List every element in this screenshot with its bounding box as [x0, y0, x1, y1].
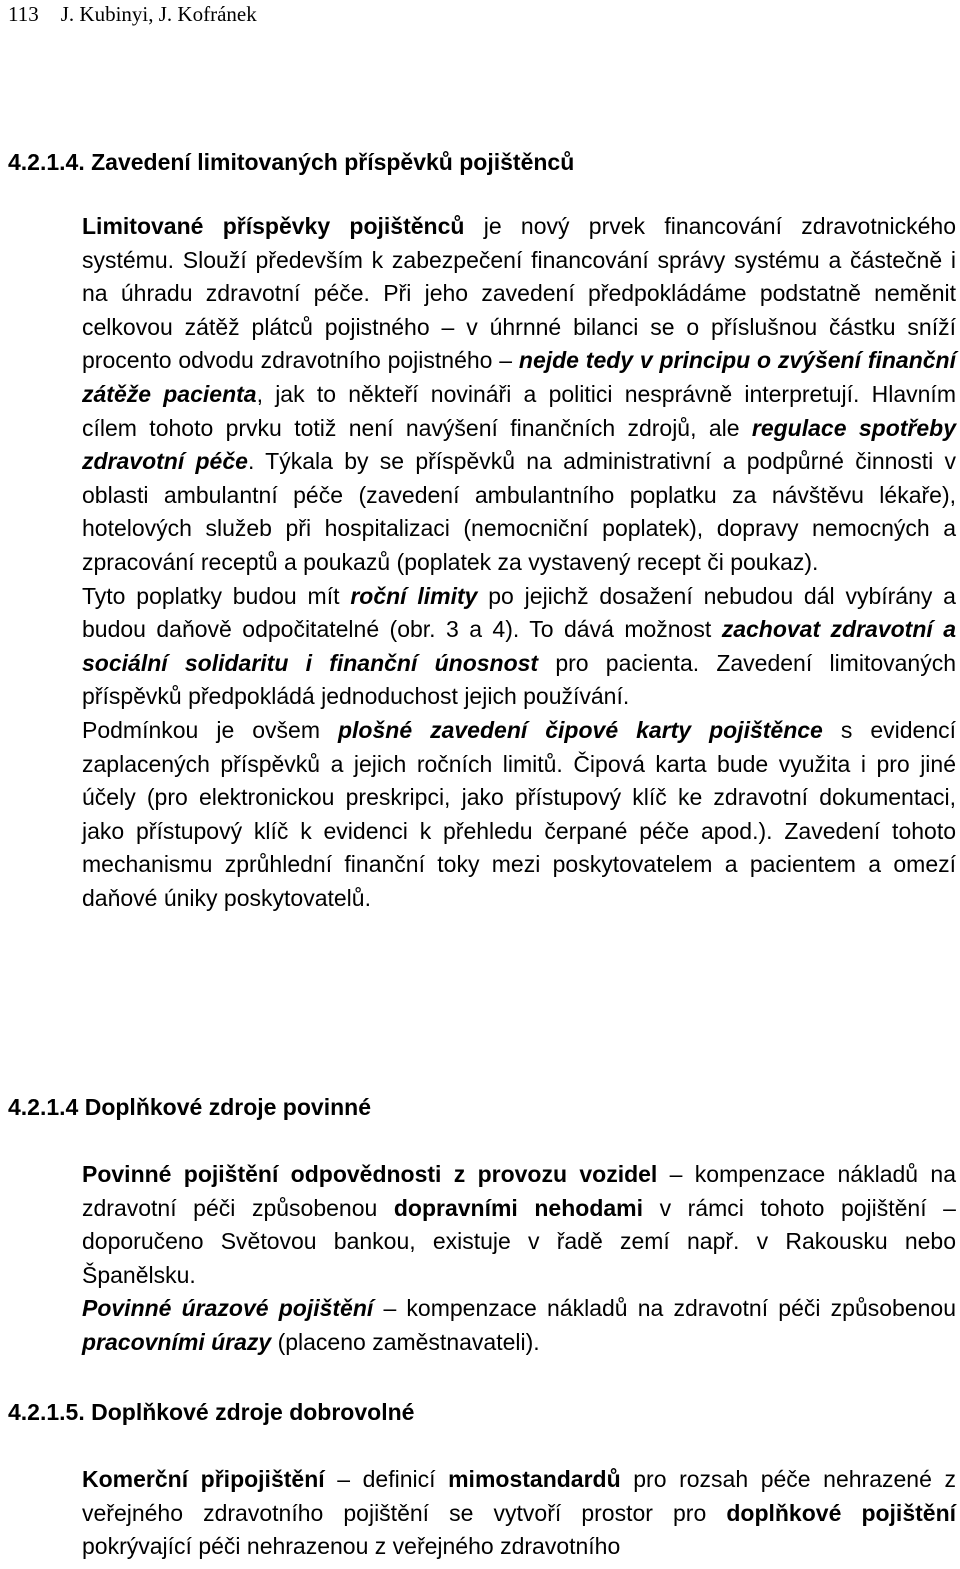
text-run: pro rozsah péče nehrazené z veřejného zdravotního pojištění se vytvoří prostor pro: [82, 1466, 956, 1526]
section-heading-mandatory-sources: 4.2.1.4 Doplňkové zdroje povinné: [8, 1094, 371, 1120]
bold-italic-phrase: nejde tedy v principu o zvýšení finanční zátěže pacienta: [82, 347, 956, 407]
paragraph: [8, 580, 956, 714]
text-run: – kompenzace nákladů na zdravotní péči způsobenou: [373, 1295, 956, 1322]
bold-phrase: dopravními nehodami: [393, 1194, 643, 1221]
text-run: – kompenzace nákladů na zdravotní péči způsobenou: [82, 1161, 956, 1221]
bold-italic-phrase: regulace spotřeby zdravotní péče: [82, 414, 956, 475]
bold-phrase: Povinné pojištění odpovědnosti z provozu vozidel: [82, 1161, 658, 1187]
page-number: 113: [8, 2, 39, 26]
text-run: (placeno zaměstnavateli).: [271, 1328, 540, 1355]
text-run: v rámci tohoto pojištění – doporučeno Světovou bankou, existuje v řadě zemí např. v Rakousku nebo Španělsku.: [82, 1194, 956, 1288]
authors: J. Kubinyi, J. Kofránek: [60, 2, 257, 26]
text-run: Podmínkou je ovšem: [82, 716, 338, 743]
paragraph: [8, 1158, 956, 1292]
section-body-voluntary-sources: [8, 1463, 956, 1564]
section-body-mandatory-sources: [8, 1158, 956, 1360]
bold-phrase: mimostandardů: [448, 1466, 621, 1492]
text-run: Tyto poplatky budou mít: [82, 582, 351, 609]
paragraph: [8, 1292, 956, 1359]
bold-phrase: doplňkové pojištění: [726, 1499, 957, 1526]
text-run: pokrývající péči nehrazenou z veřejného zdravotního: [82, 1533, 621, 1560]
page-header: [8, 0, 257, 28]
section-heading-4-2-1-4: 4.2.1.4. Zavedení limitovaných příspěvků pojištěnců: [8, 149, 575, 175]
text-run: pro pacienta. Zavedení limitovaných příspěvků předpokládá jednoduchost jejich používání.: [82, 649, 957, 710]
text-run: s evidencí zaplacených příspěvků a jejich ročních limitů. Čipová karta bude využita i pro jiné účely (pro elektronickou preskripci, jako přístupový klíč ke zdravotní dokumentaci, jako přístupový klíč k evidenci k přehledu čerpané péče apod.). Zavedení tohoto mechanismu zprůhlední finanční toky mezi poskytovatelem a pacientem a omezí daňové úniky poskytovatelů.: [82, 716, 956, 911]
bold-italic-phrase: Povinné úrazové pojištění: [82, 1295, 374, 1322]
bold-italic-phrase: zachovat zdravotní a sociální solidaritu i finanční únosnost: [82, 616, 956, 676]
section-body-limited-contributions: [8, 210, 956, 915]
text-run: . Týkala by se příspěvků na administrativní a podpůrné činnosti v oblasti ambulantní péče (zavedení ambulantního poplatku za návštěvu lékaře), hotelových služeb při hospitalizaci (nemocniční poplatek), dopravy nemocných a zpracování receptů a poukazů (poplatek za vystavený recept či poukaz).: [82, 448, 956, 575]
text-run: – definicí: [324, 1466, 449, 1492]
text-run: po jejichž dosažení nebudou dál vybírány a budou daňově odpočitatelné (obr. 3 a 4). To dává možnost: [82, 582, 956, 643]
text-run: , jak to někteří novináři a politici nesprávně interpretují. Hlavním cílem tohoto prvku totiž není navýšení finančních zdrojů, ale: [82, 380, 956, 441]
section-heading-voluntary-sources: 4.2.1.5. Doplňkové zdroje dobrovolné: [8, 1399, 415, 1425]
bold-italic-phrase: pracovními úrazy: [82, 1328, 272, 1355]
paragraph: [8, 1463, 956, 1564]
paragraph: [8, 714, 956, 916]
bold-phrase: Komerční připojištění: [82, 1466, 325, 1492]
paragraph: [8, 210, 956, 580]
bold-phrase: Limitované příspěvky pojištěnců: [82, 213, 465, 239]
bold-italic-phrase: roční limity: [350, 582, 478, 609]
text-run: je nový prvek financování zdravotnického systému. Slouží především k zabezpečení financování správy systému a částečně i na úhradu zdravotní péče. Při jeho zavedení předpokládáme podstatně neměnit celkovou zátěž plátců pojistného – v úhrnné bilanci se o příslušnou částku sníží procento odvodu zdravotního pojistného –: [82, 213, 956, 374]
bold-italic-phrase: plošné zavedení čipové karty pojištěnce: [337, 716, 823, 743]
